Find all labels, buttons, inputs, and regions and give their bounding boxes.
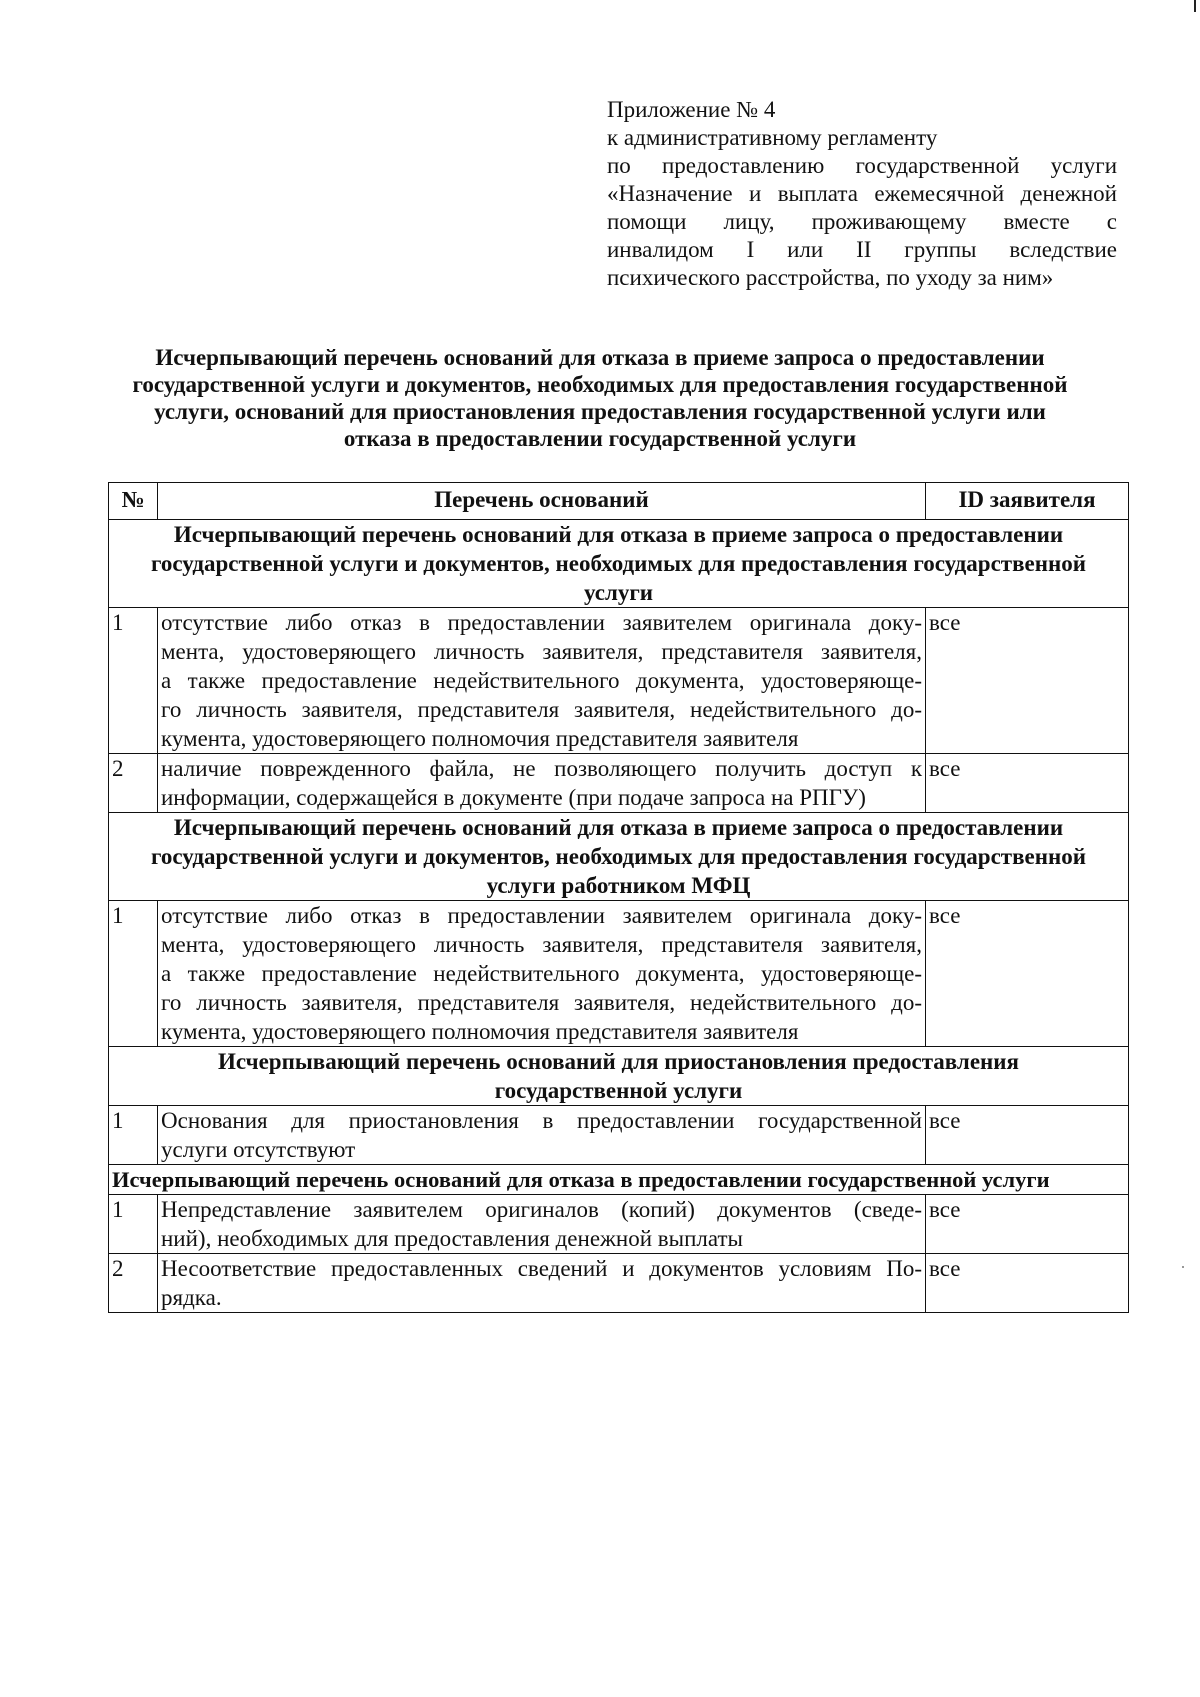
section-heading-line: услуги работником МФЦ bbox=[486, 873, 751, 898]
section-heading-row bbox=[109, 520, 1129, 608]
table-row bbox=[109, 1106, 1129, 1165]
section-heading bbox=[109, 1047, 1129, 1106]
row-applicant-id: все bbox=[926, 1195, 1129, 1254]
table-row bbox=[109, 608, 1129, 754]
header-grounds: Перечень оснований bbox=[158, 483, 926, 520]
row-line: Непредставление заявителем оригиналов (копий) документов (сведе- bbox=[161, 1197, 922, 1222]
table-row bbox=[109, 754, 1129, 813]
scan-edge-mark bbox=[1194, 0, 1196, 12]
scan-speck bbox=[1182, 1266, 1184, 1268]
appendix-line: к административному регламенту bbox=[607, 125, 938, 150]
section-heading-line: Исчерпывающий перечень оснований для отказа в приеме запроса о предоставлении bbox=[173, 815, 1064, 840]
appendix-line: по предоставлению государственной услуги bbox=[607, 153, 1117, 178]
row-line: рядка. bbox=[161, 1285, 222, 1310]
section-heading-row bbox=[109, 813, 1129, 901]
table-row bbox=[109, 1254, 1129, 1313]
header-applicant-id: ID заявителя bbox=[926, 483, 1129, 520]
row-grounds bbox=[158, 1254, 926, 1313]
row-line: информации, содержащейся в документе (при подаче запроса на РПГУ) bbox=[161, 785, 866, 810]
section-heading bbox=[109, 1165, 1129, 1195]
row-applicant-id: все bbox=[926, 901, 1129, 1047]
row-line: отсутствие либо отказ в предоставлении заявителем оригинала доку- bbox=[161, 903, 922, 928]
appendix-line: «Назначение и выплата ежемесячной денежной bbox=[607, 181, 1117, 206]
section-heading-line: государственной услуги bbox=[494, 1078, 743, 1103]
row-applicant-id: все bbox=[926, 1106, 1129, 1165]
row-line: отсутствие либо отказ в предоставлении заявителем оригинала доку- bbox=[161, 610, 922, 635]
appendix-header bbox=[607, 96, 1117, 292]
row-applicant-id: все bbox=[926, 608, 1129, 754]
row-line: Несоответствие предоставленных сведений и документов условиям По- bbox=[161, 1256, 922, 1281]
appendix-line: психического расстройства, по уходу за ним» bbox=[607, 265, 1054, 290]
section-heading-line: услуги bbox=[583, 580, 654, 605]
row-line: мента, удостоверяющего личность заявителя, представителя заявителя, bbox=[161, 639, 922, 664]
row-line: услуги отсутствуют bbox=[161, 1137, 356, 1162]
appendix-line: помощи лицу, проживающему вместе с bbox=[607, 209, 1117, 234]
row-number: 1 bbox=[109, 901, 158, 1047]
row-line: а также предоставление недействительного документа, удостоверяюще- bbox=[161, 961, 922, 986]
section-heading-row bbox=[109, 1165, 1129, 1195]
section-heading-line: Исчерпывающий перечень оснований для отказа в предоставлении государственной услуги bbox=[112, 1167, 1050, 1192]
appendix-line: инвалидом I или II группы вследствие bbox=[607, 237, 1117, 262]
table-header-row bbox=[109, 483, 1129, 520]
row-grounds bbox=[158, 1106, 926, 1165]
section-heading-line: государственной услуги и документов, необходимых для предоставления государственной bbox=[151, 844, 1086, 869]
section-heading bbox=[109, 520, 1129, 608]
row-line: го личность заявителя, представителя заявителя, недействительного до- bbox=[161, 697, 922, 722]
row-grounds bbox=[158, 1195, 926, 1254]
appendix-line: Приложение № 4 bbox=[607, 97, 776, 122]
row-number: 1 bbox=[109, 1195, 158, 1254]
row-line: кумента, удостоверяющего полномочия представителя заявителя bbox=[161, 726, 799, 751]
section-heading-line: Исчерпывающий перечень оснований для приостановления предоставления bbox=[217, 1049, 1019, 1074]
header-number: № bbox=[109, 483, 158, 520]
row-number: 2 bbox=[109, 1254, 158, 1313]
title-line: Исчерпывающий перечень оснований для отказа в приеме запроса о предоставлении bbox=[155, 345, 1045, 370]
row-line: го личность заявителя, представителя заявителя, недействительного до- bbox=[161, 990, 922, 1015]
row-number: 1 bbox=[109, 1106, 158, 1165]
grounds-table bbox=[108, 482, 1129, 1313]
row-line: мента, удостоверяющего личность заявителя, представителя заявителя, bbox=[161, 932, 922, 957]
row-line: наличие поврежденного файла, не позволяющего получить доступ к bbox=[161, 756, 922, 781]
section-heading-line: Исчерпывающий перечень оснований для отказа в приеме запроса о предоставлении bbox=[173, 522, 1064, 547]
row-number: 2 bbox=[109, 754, 158, 813]
document-title bbox=[100, 344, 1100, 452]
row-applicant-id: все bbox=[926, 1254, 1129, 1313]
section-heading-line: государственной услуги и документов, необходимых для предоставления государственной bbox=[151, 551, 1086, 576]
title-line: услуги, оснований для приостановления предоставления государственной услуги или bbox=[154, 399, 1046, 424]
section-heading bbox=[109, 813, 1129, 901]
table-row bbox=[109, 1195, 1129, 1254]
title-line: отказа в предоставлении государственной услуги bbox=[343, 426, 857, 451]
row-line: ний), необходимых для предоставления денежной выплаты bbox=[161, 1226, 743, 1251]
row-line: кумента, удостоверяющего полномочия представителя заявителя bbox=[161, 1019, 799, 1044]
row-applicant-id: все bbox=[926, 754, 1129, 813]
row-grounds bbox=[158, 754, 926, 813]
row-line: а также предоставление недействительного документа, удостоверяюще- bbox=[161, 668, 922, 693]
table-row bbox=[109, 901, 1129, 1047]
title-line: государственной услуги и документов, необходимых для предоставления государственной bbox=[132, 372, 1068, 397]
section-heading-row bbox=[109, 1047, 1129, 1106]
row-line: Основания для приостановления в предоставлении государственной bbox=[161, 1108, 922, 1133]
row-grounds bbox=[158, 608, 926, 754]
row-number: 1 bbox=[109, 608, 158, 754]
row-grounds bbox=[158, 901, 926, 1047]
